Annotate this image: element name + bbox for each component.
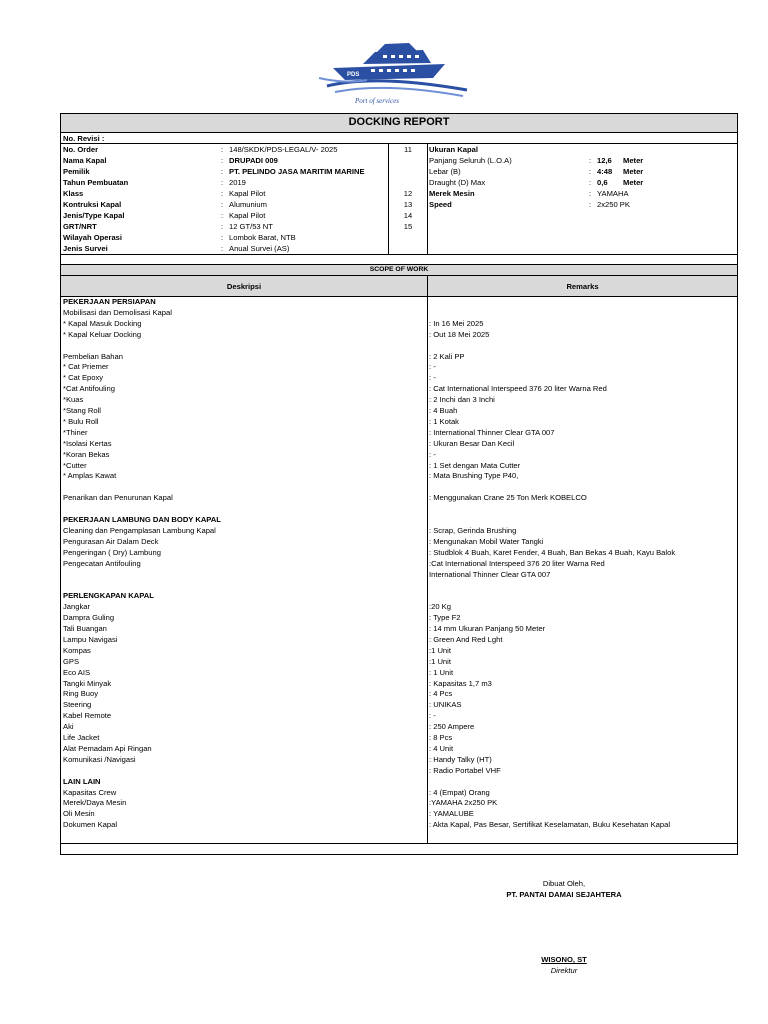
scope-remark: : 4 (Empat) Orang [429, 787, 490, 797]
col-remarks: Remarks [566, 282, 599, 291]
section-heading: PEKERJAAN LAMBUNG DAN BODY KAPAL [63, 515, 221, 524]
info-value: 12 GT/53 NT [229, 222, 273, 231]
scope-desc: Pengurasan Air Dalam Deck [63, 536, 159, 546]
info-value: 148/SKDK/PDS-LEGAL/V- 2025 [229, 145, 338, 154]
scope-remark: : 4 Pcs [429, 689, 453, 699]
scope-remark: : Mata Brushing Type P40, [429, 471, 519, 481]
scope-remark: : Ukuran Besar Dan Kecil [429, 438, 515, 448]
scope-remark: :YAMAHA 2x250 PK [429, 798, 498, 808]
signature-role: Direktur [550, 966, 578, 975]
item-number: 15 [403, 222, 413, 231]
info-value: Kapal Pilot [229, 189, 266, 198]
scope-remark: : Out 18 Mei 2025 [429, 329, 490, 339]
merek-label: Merek Mesin [429, 189, 475, 198]
scope-remark: : - [429, 711, 436, 721]
scope-desc: Komunikasi /Navigasi [63, 754, 136, 764]
size-value: 0,6 [597, 178, 608, 187]
info-colon: : [221, 156, 224, 165]
scope-remark: : YAMALUBE [429, 809, 474, 819]
scope-remark: : 1 Set dengan Mata Cutter [429, 460, 521, 470]
info-value: Lombok Barat, NTB [229, 233, 296, 242]
scope-remark: : 4 Buah [429, 406, 458, 415]
scope-desc: *Kuas [63, 395, 84, 405]
company-logo [305, 30, 473, 108]
scope-desc: Kabel Remote [63, 711, 112, 721]
scope-desc: Dampra Guling [63, 613, 115, 623]
info-colon: : [221, 211, 224, 220]
info-colon: : [221, 244, 224, 253]
item-number: 12 [403, 189, 413, 198]
scope-desc: Mobilisasi dan Demolisasi Kapal [63, 307, 172, 317]
scope-desc: Steering [63, 700, 92, 710]
logo-brand: PDS [347, 72, 360, 78]
merek-colon: : [589, 189, 592, 198]
scope-desc: *Cat Antifouling [63, 384, 115, 394]
speed-label: Speed [429, 200, 452, 209]
scope-remark: : Studblok 4 Buah, Karet Fender, 4 Buah, Ban Bekas 4 Buah, Kayu Balok [429, 547, 676, 557]
size-value: 4:48 [597, 167, 613, 176]
scope-title: SCOPE OF WORK [369, 266, 429, 273]
item-number: 14 [403, 211, 413, 220]
size-label: Lebar (B) [429, 167, 461, 176]
speed-value: 2x250 PK [597, 200, 630, 209]
scope-remark: : Radio Portabel VHF [429, 765, 501, 775]
info-label: Tahun Pembuatan [63, 178, 129, 187]
scope-desc: Tangki Minyak [63, 678, 112, 688]
scope-desc: *Isolasi Kertas [63, 438, 112, 448]
info-colon: : [221, 145, 224, 154]
logo-tagline: Port of services [355, 97, 399, 105]
info-label: Wilayah Operasi [63, 233, 123, 242]
scope-desc: Pembelian Bahan [63, 351, 123, 361]
info-value: DRUPADI 009 [229, 156, 278, 165]
info-label: Klass [63, 189, 84, 198]
section-heading: PEKERJAAN PERSIAPAN [63, 297, 156, 306]
scope-remark: : Menggunakan Crane 25 Ton Merk KOBELCO [429, 493, 587, 503]
scope-desc: Cleaning dan Pengamplasan Lambung Kapal [63, 525, 216, 535]
size-value: 12,6 [597, 156, 612, 165]
scope-remark: : 1 Kotak [429, 416, 459, 426]
scope-desc: *Cutter [63, 460, 87, 470]
scope-remark: :1 Unit [429, 656, 451, 666]
scope-desc: Penarikan dan Penurunan Kapal [63, 493, 173, 503]
info-label: Nama Kapal [63, 156, 107, 165]
info-label: GRT/NRT [63, 222, 97, 231]
scope-desc: *Stang Roll [63, 406, 101, 415]
scope-remark: International Thinner Clear GTA 007 [429, 569, 551, 579]
size-unit: Meter [623, 178, 644, 187]
scope-remark: : Mengunakan Mobil Water Tangki [429, 536, 544, 546]
size-unit: Meter [623, 156, 644, 165]
scope-remark: :Cat International Interspeed 376 20 liter Warna Red [429, 558, 605, 568]
scope-desc: Alat Pemadam Api Ringan [63, 743, 152, 753]
info-colon: : [221, 178, 224, 187]
scope-desc: *Koran Bekas [63, 449, 110, 459]
size-label: Draught (D) Max [429, 178, 486, 187]
info-value: Alumunium [229, 200, 267, 209]
col-deskripsi: Deskripsi [226, 282, 262, 291]
scope-remark: :1 Unit [429, 645, 451, 655]
info-colon: : [221, 222, 224, 231]
report-title: DOCKING REPORT [348, 116, 450, 128]
scope-remark: : Cat International Interspeed 376 20 liter Warna Red [429, 384, 607, 394]
scope-desc: GPS [63, 656, 80, 666]
scope-desc: Life Jacket [63, 733, 100, 742]
scope-desc: Kompas [63, 645, 91, 655]
scope-desc: Dokumen Kapal [63, 820, 118, 830]
info-label: Pemilik [63, 167, 90, 176]
section-heading: LAIN LAIN [63, 776, 101, 786]
scope-desc: Oli Mesin [63, 809, 95, 819]
scope-remark: : 14 mm Ukuran Panjang 50 Meter [429, 624, 546, 633]
scope-remark: : 4 Unit [429, 743, 454, 753]
item-number: 11 [404, 145, 412, 154]
dibuat-oleh: Dibuat Oleh, [542, 879, 586, 888]
info-label: Kontruksi Kapal [63, 200, 122, 209]
scope-desc: Tali Buangan [63, 624, 107, 633]
info-label: Jenis Survei [63, 244, 108, 253]
size-unit: Meter [623, 167, 644, 176]
scope-desc: * Bulu Roll [63, 416, 99, 426]
scope-remark: : 250 Ampere [429, 722, 475, 732]
scope-remark: : - [429, 373, 436, 383]
merek-value: YAMAHA [597, 189, 629, 198]
info-value: Kapal Pilot [229, 211, 266, 220]
info-colon: : [221, 200, 224, 209]
scope-desc: *Thiner [63, 427, 88, 437]
section-heading: PERLENGKAPAN KAPAL [63, 591, 154, 601]
scope-remark: : - [429, 449, 436, 459]
info-colon: : [221, 167, 224, 176]
scope-remark: : Type F2 [429, 613, 461, 623]
info-colon: : [221, 189, 224, 198]
scope-desc: * Amplas Kawat [63, 471, 117, 481]
item-number: 13 [403, 200, 413, 209]
scope-remark: : Green And Red Lght [429, 634, 503, 644]
scope-desc: * Kapal Keluar Docking [63, 329, 142, 339]
info-value: PT. PELINDO JASA MARITIM MARINE [229, 167, 365, 176]
scope-remark: : Akta Kapal, Pas Besar, Sertifikat Keselamatan, Buku Kesehatan Kapal [429, 820, 671, 830]
scope-desc: Merek/Daya Mesin [63, 798, 127, 808]
scope-remark: : 1 Unit [429, 667, 454, 677]
scope-remark: : Handy Talky (HT) [429, 754, 492, 764]
scope-desc: Ring Buoy [63, 689, 99, 699]
scope-desc: * Kapal Masuk Docking [63, 318, 142, 328]
scope-remark: : 2 Inchi dan 3 Inchi [429, 395, 495, 405]
scope-remark: : UNIKAS [429, 700, 462, 710]
scope-desc: Jangkar [63, 602, 91, 612]
info-label: Jenis/Type Kapal [63, 211, 125, 220]
info-colon: : [221, 233, 224, 242]
scope-remark: : International Thinner Clear GTA 007 [429, 427, 555, 437]
scope-remark: :20 Kg [429, 602, 451, 612]
scope-remark: : In 16 Mei 2025 [429, 318, 484, 328]
scope-desc: Lampu Navigasi [63, 634, 118, 644]
scope-desc: Kapasitas Crew [63, 787, 117, 797]
speed-colon: : [589, 200, 592, 209]
scope-remark: : Scrap, Gerinda Brushing [429, 525, 517, 535]
ukuran-label: Ukuran Kapal [429, 145, 478, 154]
scope-desc: Aki [63, 722, 74, 732]
info-value: 2019 [229, 178, 246, 187]
size-colon: : [589, 178, 592, 187]
scope-desc: Eco AIS [63, 667, 91, 677]
scope-remark: : 8 Pcs [429, 733, 453, 742]
size-colon: : [589, 167, 592, 176]
size-label: Panjang Seluruh (L.O.A) [429, 156, 512, 165]
scope-desc: * Cat Epoxy [63, 373, 104, 383]
revisi-label: No. Revisi : [63, 134, 105, 143]
signature-name: WISONO, ST [541, 955, 587, 964]
info-value: Anual Survei (AS) [229, 244, 290, 253]
signature-company: PT. PANTAI DAMAI SEJAHTERA [506, 890, 622, 899]
scope-remark: : - [429, 362, 436, 372]
scope-desc: Pengecatan Antifouling [63, 558, 141, 568]
info-label: No. Order [63, 145, 99, 154]
scope-remark: : Kapasitas 1,7 m3 [429, 678, 492, 688]
scope-remark: : 2 Kali PP [429, 351, 465, 361]
size-colon: : [589, 156, 592, 165]
scope-desc: Pengeringan ( Dry) Lambung [63, 547, 161, 557]
scope-desc: * Cat Priemer [63, 362, 109, 372]
